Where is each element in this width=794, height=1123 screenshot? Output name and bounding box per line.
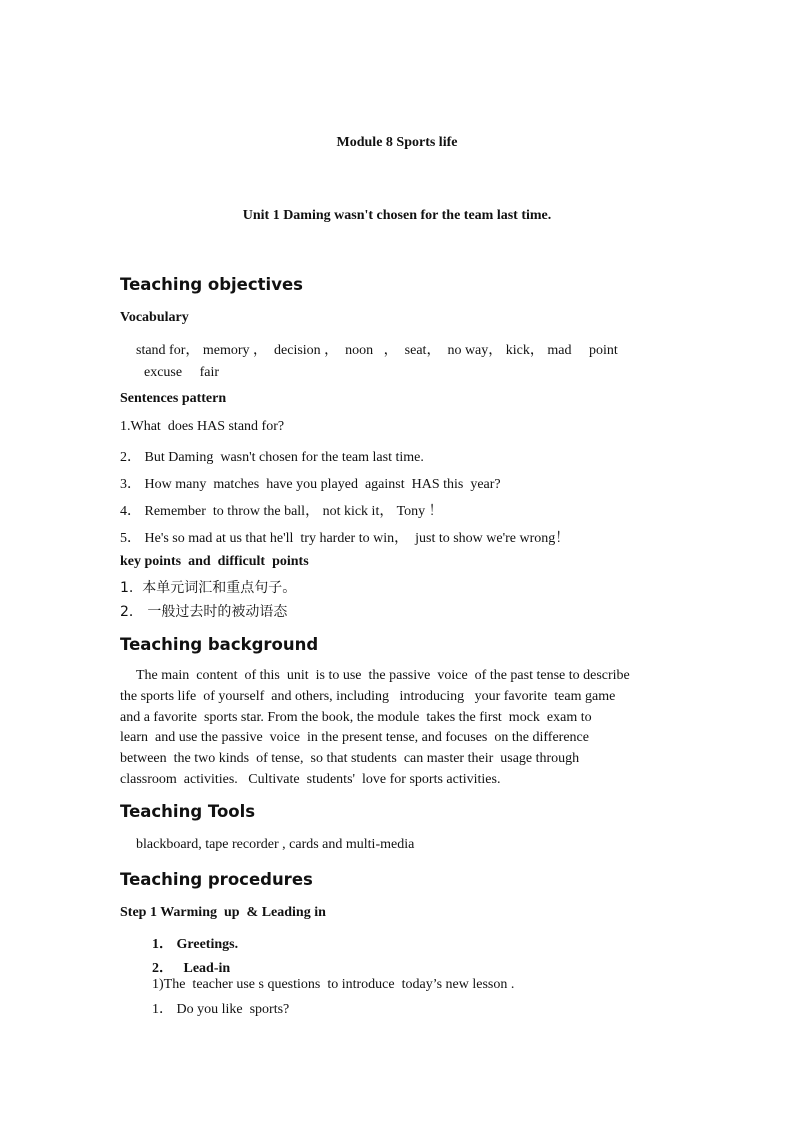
background-heading: Teaching background — [120, 635, 319, 654]
unit-title: Unit 1 Daming wasn't chosen for the team last time. — [242, 208, 552, 223]
keypoint-item: 1. 本单元词汇和重点句子。 — [120, 580, 297, 596]
sentence-item: 4． Remember to throw the ball， not kick it， Tony ！ — [120, 504, 443, 519]
procedure-subitem: 1)The teacher use s questions to introduce today’s new lesson . — [152, 977, 515, 992]
sentence-item: 1.What does HAS stand for? — [120, 419, 285, 434]
procedure-question: 1． Do you like sports? — [152, 1002, 290, 1017]
module-title: Module 8 Sports life — [336, 135, 458, 150]
paragraph-line: the sports life of yourself and others, including introducing your favorite team game — [120, 688, 616, 704]
step1-heading: Step 1 Warming up & Leading in — [120, 905, 326, 920]
keypoints-label: key points and difficult points — [120, 554, 309, 569]
sentence-item: 2． But Daming wasn't chosen for the team last time. — [120, 450, 424, 465]
sentence-item: 3． How many matches have you played against HAS this year? — [120, 477, 501, 492]
vocabulary-label: Vocabulary — [120, 310, 189, 325]
procedure-item-lead-in: 2． Lead-in — [152, 961, 231, 976]
background-paragraph — [120, 666, 680, 791]
tools-heading: Teaching Tools — [120, 802, 256, 821]
paragraph-line: classroom activities. Cultivate students' love for sports activities. — [120, 771, 501, 787]
sentence-item: 5． He's so mad at us that he'll try harder to win， just to show we're wrong！ — [120, 531, 570, 546]
tools-text: blackboard, tape recorder , cards and multi-media — [136, 837, 415, 852]
procedure-item-greetings: 1． Greetings. — [152, 937, 239, 952]
vocabulary-line-2: excuse fair — [144, 365, 220, 380]
paragraph-line: The main content of this unit is to use the passive voice of the past tense to describe — [136, 668, 630, 683]
paragraph-line: and a favorite sports star. From the book, the module takes the first mock exam to — [120, 709, 592, 725]
procedures-heading: Teaching procedures — [120, 870, 313, 889]
keypoint-item: 2． 一般过去时的被动语态 — [120, 604, 288, 620]
vocabulary-line-1: stand for， memory ， decision ， noon ， seat， no way， kick， mad point — [136, 343, 618, 358]
paragraph-line: learn and use the passive voice in the present tense, and focuses on the difference — [120, 730, 589, 746]
paragraph-line: between the two kinds of tense, so that students can master their usage through — [120, 751, 580, 767]
objectives-heading: Teaching objectives — [120, 275, 303, 294]
sentences-label: Sentences pattern — [120, 391, 227, 406]
